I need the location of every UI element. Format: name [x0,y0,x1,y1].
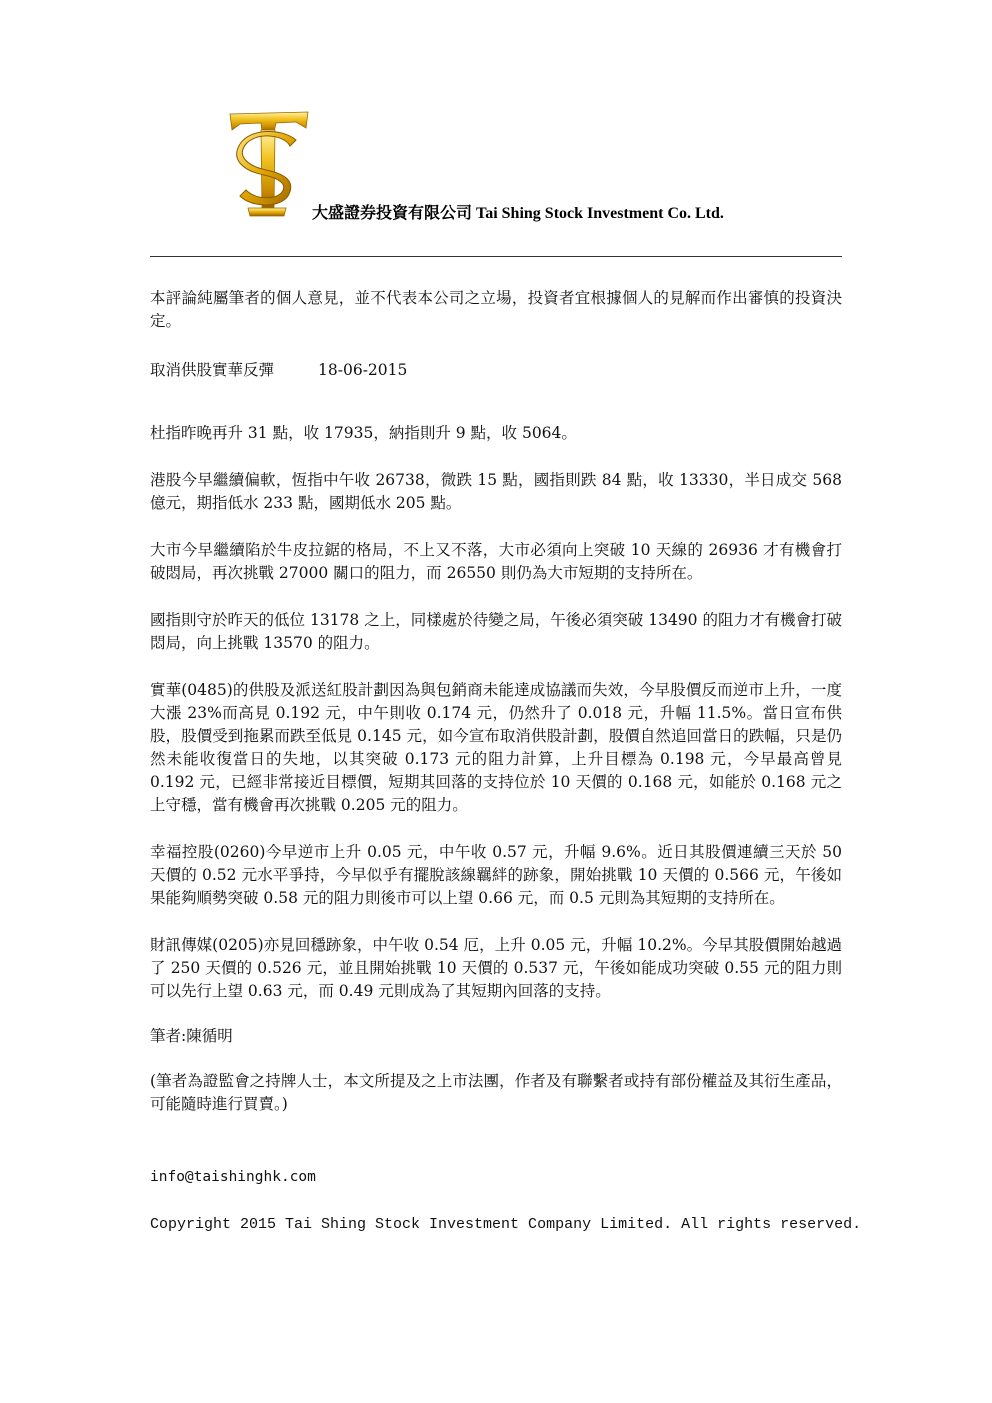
disclaimer-text: 本評論純屬筆者的個人意見，並不代表本公司之立場，投資者宜根據個人的見解而作出審慎的投資決定。 [150,289,842,330]
author-disclosure: (筆者為證監會之持牌人士，本文所提及之上市法團，作者及有聯繫者或持有部份權益及其衍生產品，可能隨時進行買賣。) [150,1072,842,1113]
copyright-notice: Copyright 2015 Tai Shing Stock Investment Company Limited. All rights reserved. [150,1216,862,1233]
paragraph: 港股今早繼續偏軟，恆指中午收 26738，微跌 15 點，國指則跌 84 點，收 13330，半日成交 568 億元，期指低水 233 點，國期低水 205 點。 [150,471,842,512]
header-divider [150,256,842,257]
article-title-line [150,359,842,382]
company-logo [226,108,312,220]
contact-email: info@taishinghk.com [150,1169,316,1185]
paragraph: 財訊傳媒(0205)亦見回穩跡象，中午收 0.54 厄，上升 0.05 元，升幅 10.2%。今早其股價開始越過了 250 天價的 0.526 元，並且開始挑戰 10 天價的 0.537 元，午後如能成功突破 0.55 元的阻力則可以先行上望 0.63 元，而 0.49 元則成為了其短期內回落的支持。 [150,936,842,1000]
article-body [150,287,862,1236]
paragraph: 大市今早繼續陷於牛皮拉鋸的格局，不上又不落，大市必須向上突破 10 天線的 26936 才有機會打破悶局，再次挑戰 27000 關口的阻力，而 26550 則仍為大市短期的支持所在。 [150,541,842,582]
paragraph: 國指則守於昨天的低位 13178 之上，同樣處於待變之局，午後必須突破 13490 的阻力才有機會打破悶局，向上挑戰 13570 的阻力。 [150,611,842,652]
paragraph: 實華(0485)的供股及派送紅股計劃因為與包銷商未能達成協議而失效，今早股價反而逆市上升，一度大漲 23%而高見 0.192 元，中午則收 0.174 元，仍然升了 0.018 元，升幅 11.5%。當日宣布供股，股價受到拖累而跌至低見 0.145 元，如今宣布取消供股計劃，股價自然追回當日的跌幅，只是仍然未能收復當日的失地，以其突破 0.173 元的阻力計算，上升目標為 0.198 元，今早最高曾見 0.192 元，已經非常接近目標價，短期其回落的支持位於 10 天價的 0.168 元，如能於 0.168 元之上守穩，當有機會再次挑戰 0.205 元的阻力。 [150,681,842,814]
company-name: 大盛證券投資有限公司 Tai Shing Stock Investment Co. Ltd. [312,205,724,222]
article-title: 取消供股實華反彈 [150,361,275,379]
article-date: 18-06-2015 [318,361,408,379]
paragraph: 杜指昨晚再升 31 點，收 17935，納指則升 9 點，收 5064。 [150,424,577,442]
author-line: 筆者:陳循明 [150,1027,233,1045]
paragraph: 幸福控股(0260)今早逆市上升 0.05 元，中午收 0.57 元，升幅 9.6%。近日其股價連續三天於 50 天價的 0.52 元水平爭持，今早似乎有擺脫該線羈絆的跡象，開始挑戰 10 天價的 0.566 元，午後如果能夠順勢突破 0.58 元的阻力則後市可以上望 0.66 元，而 0.5 元則為其短期的支持所在。 [150,843,842,907]
